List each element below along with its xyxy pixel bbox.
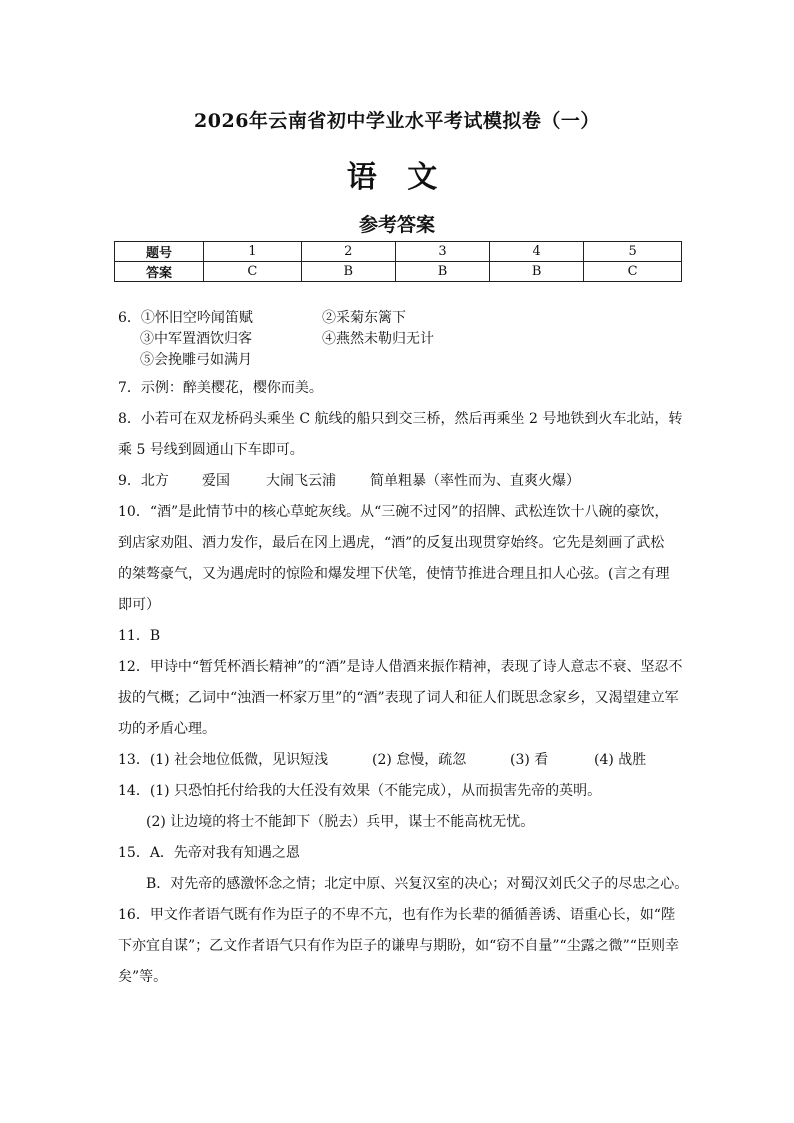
q11-answer: 11．B <box>118 628 161 644</box>
q9-item: 简单粗暴（率性而为、直爽火爆） <box>370 473 580 489</box>
q16-line: 16．甲文作者语气既有作为臣子的不卑不亢，也有作为长辈的循循善诱、语重心长，如“陛 <box>118 907 675 923</box>
q9-label: 9．北方 <box>118 473 169 489</box>
question-number: 5 <box>584 242 682 262</box>
q13-item: (2) 怠慢，疏忽 <box>372 752 467 768</box>
question-number: 3 <box>395 242 489 262</box>
q7-answer: 7．示例：醉美樱花，樱你而美。 <box>118 380 323 396</box>
q15-line: 15．A．先帝对我有知遇之恩 <box>118 845 300 861</box>
q8-line: 8．小若可在双龙桥码头乘坐 C 航线的船只到交三桥，然后再乘坐 2 号地铁到火车北站，转 <box>118 411 683 427</box>
subject-title: 语 文 <box>346 160 448 195</box>
q6-item: ③中军置酒饮归客 <box>140 331 252 347</box>
q12-line: 功的矛盾心理。 <box>118 721 216 737</box>
answer-table <box>114 241 682 282</box>
q9-item: 爱国 <box>202 473 230 489</box>
answer-cell: C <box>204 262 302 282</box>
answer-cell: C <box>584 262 682 282</box>
q13-item: (3) 看 <box>510 752 549 768</box>
q12-line: 12．甲诗中“暂凭杯酒长精神”的“酒”是诗人借酒来振作精神，表现了诗人意志不衰、坚忍不 <box>118 659 683 675</box>
q16-line: 矣”等。 <box>118 969 168 985</box>
q13-item: (4) 战胜 <box>594 752 647 768</box>
row-label-answer: 答案 <box>115 262 204 282</box>
question-number: 1 <box>204 242 302 262</box>
question-number: 2 <box>301 242 395 262</box>
q9-item: 大闹飞云浦 <box>266 473 336 489</box>
question-number-row <box>115 242 682 262</box>
q6-line-1 <box>118 307 253 327</box>
q10-line: 即可） <box>118 597 160 613</box>
q14-line: 14．(1) 只恐怕托付给我的大任没有效果（不能完成），从而损害先帝的英明。 <box>118 783 602 799</box>
q6-item: ⑤会挽雕弓如满月 <box>140 352 252 368</box>
answer-cell: B <box>490 262 584 282</box>
q15-line: B．对先帝的感激怀念之情；北定中原、兴复汉室的决心；对蜀汉刘氏父子的尽忠之心。 <box>146 876 689 892</box>
q13-label: 13．(1) 社会地位低微，见识短浅 <box>118 752 329 768</box>
q6-item: ②采菊东篱下 <box>322 310 406 326</box>
q16-line: 下亦宜自谋”；乙文作者语气只有作为臣子的谦卑与期盼，如“窃不自量”“尘露之微”“臣则幸 <box>118 938 679 954</box>
q12-line: 拔的气概；乙词中“浊酒一杯家万里”的“酒”表现了词人和征人们既思念家乡，又渴望建立军 <box>118 690 679 706</box>
q10-line: 到店家劝阻、酒力发作，最后在冈上遇虎，“酒”的反复出现贯穿始终。它先是刻画了武松 <box>118 535 665 551</box>
answers-heading: 参考答案 <box>358 214 435 236</box>
q10-line: 的桀骜豪气，又为遇虎时的惊险和爆发埋下伏笔，使情节推进合理且扣人心弦。(言之有理 <box>118 566 670 582</box>
q8-line: 乘 5 号线到圆通山下车即可。 <box>118 442 304 458</box>
answer-cell: B <box>301 262 395 282</box>
q6-label: 6． <box>118 310 141 326</box>
question-number: 4 <box>490 242 584 262</box>
answer-row <box>115 262 682 282</box>
row-label-number: 题号 <box>115 242 204 262</box>
q6-item: ①怀旧空吟闻笛赋 <box>140 310 253 326</box>
q10-line: 10．“酒”是此情节中的核心草蛇灰线。从“三碗不过冈”的招牌、武松连饮十八碗的豪饮， <box>118 504 669 520</box>
q6-item: ④燕然未勒归无计 <box>322 331 434 347</box>
answer-cell: B <box>395 262 489 282</box>
exam-title: 2026年云南省初中学业水平考试模拟卷（一） <box>194 110 600 132</box>
q14-line: (2) 让边境的将士不能卸下（脱去）兵甲，谋士不能高枕无忧。 <box>146 814 535 830</box>
